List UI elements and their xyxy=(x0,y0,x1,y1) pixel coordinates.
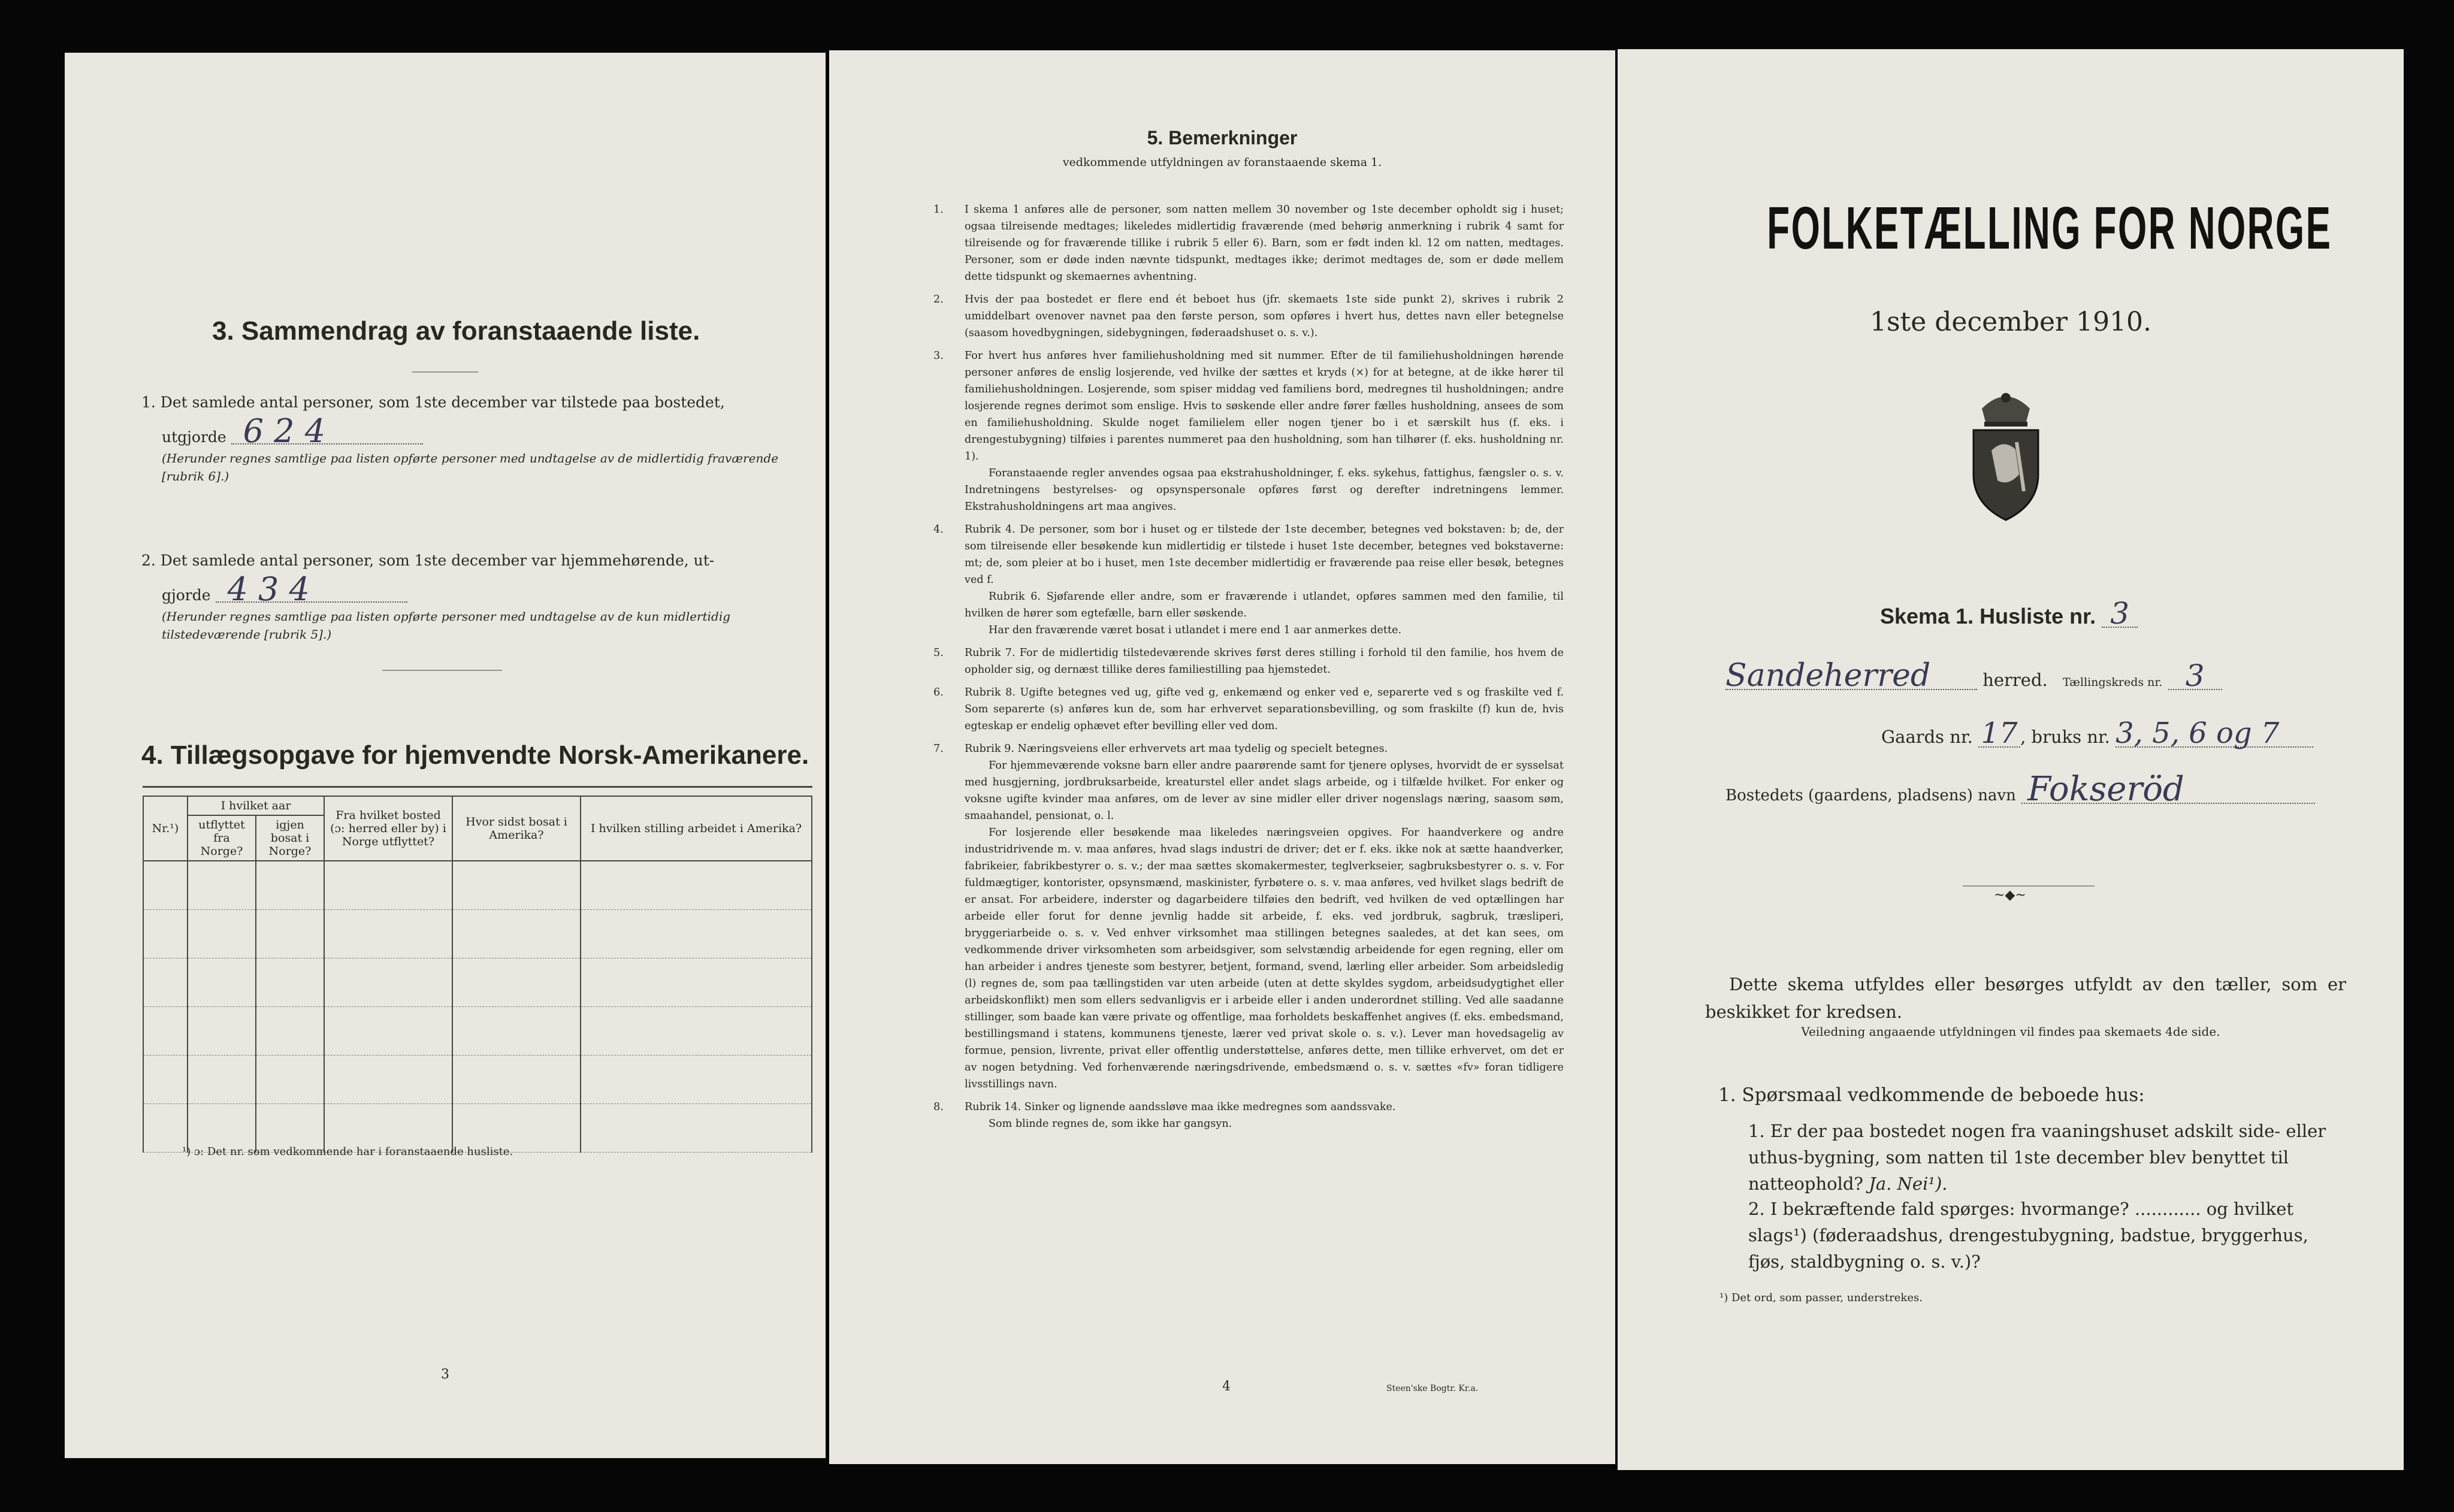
page-left xyxy=(65,53,826,1458)
col-utflyttet: utflyttet fra Norge? xyxy=(188,815,256,861)
bruks-label: , bruks nr. xyxy=(2020,727,2110,747)
item1-text: 1. Det samlede antal personer, som 1ste december var tilstede paa bostedet, xyxy=(141,394,725,411)
remarks-list xyxy=(929,201,1564,1138)
norsk-amerikanere-table xyxy=(143,796,812,1153)
remark-number: 7. xyxy=(933,743,944,755)
skema-label: Skema 1. Husliste nr. xyxy=(1880,604,2096,628)
section4-title: 4. Tillægsopgave for hjemvendte Norsk-Amerikanere. xyxy=(141,740,809,770)
husliste-nr-handwritten: 3 xyxy=(2102,600,2138,628)
bosted-handwritten: Fokseröd xyxy=(2021,776,2315,804)
item1-note: (Herunder regnes samtlige paa listen opførte personer med undtagelse av de midlertidig fraværende [rubrik 6].) xyxy=(162,451,779,483)
section4-footnote: ¹) ɔ: Det nr. som vedkommende har i foranstaaende husliste. xyxy=(182,1145,513,1158)
item1-label: utgjorde xyxy=(162,428,226,446)
question-1-answer: Ja. Nei¹). xyxy=(1869,1174,1948,1194)
remark-extra: Rubrik 6. Sjøfarende eller andre, som er fraværende i utlandet, opføres sammen med den familie, til hvilken de hører som egtefælle, barn eller søskende. xyxy=(965,591,1564,619)
remark-text: Rubrik 9. Næringsveiens eller erhvervets art maa tydelig og specielt betegnes. xyxy=(965,743,1388,755)
remark-item xyxy=(929,740,1564,1093)
page-right xyxy=(1618,49,2404,1470)
col-stilling-amerika: I hvilken stilling arbeidet i Amerika? xyxy=(581,796,812,861)
remark-text: Rubrik 7. For de midlertidig tilstedeværende skrives først deres stilling i forhold til den familie, hos hvem de opholder sig, og dernæst tillike deres familiestilling paa hjemstedet. xyxy=(965,647,1564,676)
skema-line xyxy=(1880,596,2138,631)
remark-number: 6. xyxy=(933,687,944,698)
right-footnote: ¹) Det ord, som passer, understrekes. xyxy=(1719,1292,1923,1304)
herred-handwritten: Sandeherred xyxy=(1725,663,1977,690)
summary-item-1 xyxy=(141,391,812,485)
item2-note: (Herunder regnes samtlige paa listen opførte personer med undtagelse av de kun midlertidig tilstedeværende [rubrik 5].) xyxy=(162,609,731,642)
remark-text: Rubrik 8. Ugifte betegnes ved ug, gifte ved g, enkemænd og enker ved e, separerte ved s og fraskilte ved f. Som separerte (s) anføres kun de, som har erhvervet separationsbevilling, og som fraskilte (f) kun de, hvis egteskap er endelig ophævet efter bevilling eller ved dom. xyxy=(965,687,1564,732)
questions-head: 1. Spørsmaal vedkommende de beboede hus: xyxy=(1718,1084,2145,1106)
gaards-line xyxy=(1881,716,2361,750)
remark-number: 2. xyxy=(933,294,944,306)
herred-line xyxy=(1725,658,2361,695)
coat-of-arms-icon xyxy=(1964,385,2048,522)
col-nr: Nr.¹) xyxy=(143,796,188,861)
page-number-left: 3 xyxy=(441,1367,449,1382)
remark-number: 5. xyxy=(933,647,944,659)
gaards-label: Gaards nr. xyxy=(1881,727,1973,747)
remark-item xyxy=(929,347,1564,515)
remark-text: For hvert hus anføres hver familiehusholdning med sit nummer. Efter de til familiehusholdningen hørende personer anføres de enslig losjerende, ved hvilke der sættes et kryds (×) for at betegne, at de ikke hører til familiehusholdningen. Losjerende, som spiser middag ved familiens bord, medregnes til husholdningen; andre losjerende regnes derimot som enslige. Hvis to søskende eller andre fører fælles husholdning, ansees de som en familiehusholdning. Skulde noget familielem eller nogen tjener bo i et særskilt hus (f. eks. i drengestubygning) tilføies i parentes nummeret paa den husholdning, som han tilhører (f. eks. husholdning nr. 1). xyxy=(965,350,1564,462)
herred-label: herred. xyxy=(1982,670,2048,690)
remarks-title: 5. Bemerkninger xyxy=(1147,127,1298,149)
question-1 xyxy=(1748,1118,2347,1197)
census-title-wrap xyxy=(1618,194,2404,263)
remark-extra: For hjemmeværende voksne barn eller andre paarørende samt for tjenere oplyses, hvorvidt de er sysselsat med husgjerning, jordbruksarbeide, kreaturstel eller andet slags arbeide, og i tilfælde hvilket. For enker og voksne ugifte kvinder maa anføres, om de lever av sine midler eller driver nogenslags næring, saasom søm, smaahandel, pensionat, o. l. xyxy=(965,760,1564,822)
remark-item xyxy=(929,291,1564,341)
remark-number: 4. xyxy=(933,524,944,536)
page-number-middle: 4 xyxy=(1222,1379,1231,1394)
item2-text: 2. Det samlede antal personer, som 1ste december var hjemmehørende, ut- xyxy=(141,552,715,569)
remark-extra: Som blinde regnes de, som ikke har gangsyn. xyxy=(989,1118,1232,1130)
col-bosted-norge: Fra hvilket bosted (ɔ: herred eller by) i Norge utflyttet? xyxy=(324,796,452,861)
remark-item xyxy=(929,684,1564,734)
remarks-subtitle: vedkommende utfyldningen av foranstaaende skema 1. xyxy=(1062,156,1382,169)
remark-extra2: Har den fraværende været bosat i utlandet i mere end 1 aar anmerkes dette. xyxy=(989,624,1402,636)
kreds-nr-handwritten: 3 xyxy=(2168,663,2222,690)
table-row xyxy=(143,958,812,1007)
bosted-line xyxy=(1725,770,2361,809)
table-row xyxy=(143,861,812,910)
intro-text: Dette skema utfyldes eller besørges utfyldt av den tæller, som er beskikket for kredsen. xyxy=(1705,974,2346,1022)
item2-label: gjorde xyxy=(162,586,211,604)
remark-extra: Foranstaaende regler anvendes ogsaa paa ekstrahusholdninger, f. eks. sykehus, fattighus, fængsler o. s. v. Indretningens bestyrelses- og opsynspersonale opføres først og derefter indretningens lemmer. Ekstrahusholdningens art maa angives. xyxy=(965,467,1564,513)
printer-mark: Steen'ske Bogtr. Kr.a. xyxy=(1386,1384,1479,1393)
item1-handwritten-value: 6 2 4 xyxy=(231,419,423,444)
remark-item xyxy=(929,1099,1564,1132)
bruks-nr-handwritten: 3, 5, 6 og 7 xyxy=(2115,720,2313,748)
col-igjen-bosat: igjen bosat i Norge? xyxy=(256,815,324,861)
section3-title: 3. Sammendrag av foranstaaende liste. xyxy=(212,316,700,346)
col-group-year: I hvilket aar xyxy=(188,796,324,815)
intro-small: Veiledning angaaende utfyldningen vil findes paa skemaets 4de side. xyxy=(1801,1024,2220,1039)
remark-text: Rubrik 4. De personer, som bor i huset og er tilstede der 1ste december, betegnes ved bokstaven: b; de, der som tilreisende eller besøkende kun midlertidig er tilstede i huset 1ste december, betegnes ved bokstaverne: mt; de, som pleier at bo i huset, men 1ste december midlertidig er fraværende paa reise eller besøk, betegnes ved f. xyxy=(965,524,1564,586)
gaards-nr-handwritten: 17 xyxy=(1978,720,2020,748)
summary-item-2 xyxy=(141,549,812,643)
question-1-text: 1. Er der paa bostedet nogen fra vaaningshuset adskilt side- eller uthus-bygning, som natten til 1ste december blev benyttet til natteophold? xyxy=(1748,1121,2326,1194)
remark-text: Hvis der paa bostedet er flere end ét beboet hus (jfr. skemaets 1ste side punkt 2), skrives i rubrik 2 umiddelbart ovenover navnet paa den første person, som opføres i hvert hus, dettes navn eller betegnelse (saasom hovedbygningen, sidebygningen, føderaadshuset o. s. v.). xyxy=(965,294,1564,339)
bosted-label: Bostedets (gaardens, pladsens) navn xyxy=(1725,787,2016,805)
remark-item xyxy=(929,645,1564,678)
remark-number: 8. xyxy=(933,1101,944,1113)
remark-item xyxy=(929,201,1564,285)
item2-handwritten-value: 4 3 4 xyxy=(216,577,407,603)
remark-extra2: For losjerende eller besøkende maa likeledes næringsveien opgives. For haandverkere og andre industridrivende m. v. maa anføres, hvad slags industri de driver; det er f. eks. ikke nok at sætte haandverker, fabrikeier, fabrikbestyrer o. s. v.; der maa sættes skomakermester, teglverkseier, sagbruksbestyrer o. s. v. For fuldmægtiger, kontorister, opsynsmænd, maskinister, fyrbøtere o. s. v. maa anføres, ved hvilket slags bedrift de er ansat. For arbeidere, inderster og dagarbeidere tilføies den bedrift, ved hvilken de ved optællingen har arbeide eller forut for denne jevnlig hadde sit arbeide, f. eks. ved jordbruk, sagbruk, træsliperi, bryggeriarbeide o. s. v. Ved enhver virksomhet maa stillingen betegnes saaledes, at det kan sees, om vedkommende driver virksomheten som arbeidsgiver, som selvstændig arbeidende for egen regning, eller om han arbeider i andres tjeneste som bestyrer, betjent, formand, svend, lærling eller arbeider. Som arbeidsledig (l) regnes de, som paa tællingstiden var uten arbeide (uten at dette skyldes sygdom, arbeidsudygtighet eller arbeidskonflikt) men som ellers sedvanligvis er i arbeide eller i anden underordnet stilling. Ved alle saadanne stillinger, som baade kan være private og offentlige, maa forholdets beskaffenhet angives (f. eks. embedsmand, bestillingsmand i statens, kommunens tjeneste, lærer ved privat skole o. s. v.). Lever man hovedsagelig av formue, pension, livrente, privat eller offentlig understøttelse, anføres dette, men tillike erhvervet, om det er av nogen betydning. Ved forhenværende næringsdrivende, embedsmænd o. s. v. sættes «fv» foran tidligere livsstillings navn. xyxy=(965,827,1564,1090)
remark-number: 3. xyxy=(933,350,944,362)
table-row xyxy=(143,910,812,958)
table-row xyxy=(143,1007,812,1056)
page-middle xyxy=(829,50,1615,1464)
kreds-label: Tællingskreds nr. xyxy=(2062,676,2163,689)
remark-item xyxy=(929,521,1564,639)
census-title: FOLKETÆLLING FOR NORGE xyxy=(1767,195,2332,262)
table-row xyxy=(143,1056,812,1104)
remark-text: Rubrik 14. Sinker og lignende aandssløve maa ikke medregnes som aandssvake. xyxy=(965,1101,1396,1113)
remark-number: 1. xyxy=(933,204,944,216)
ornament-icon: ~◆~ xyxy=(1994,888,2026,903)
question-2: 2. I bekræftende fald spørges: hvormange? ............ og hvilket slags¹) (føderaadshus, drengestubygning, badstue, bryggerhus, fjøs, staldbygning o. s. v.)? xyxy=(1748,1199,2308,1272)
col-bosat-amerika: Hvor sidst bosat i Amerika? xyxy=(452,796,581,861)
census-date: 1ste december 1910. xyxy=(1869,307,2152,337)
remark-text: I skema 1 anføres alle de personer, som natten mellem 30 november og 1ste december opholdt sig i huset; ogsaa tilreisende medtages; likeledes midlertidig fraværende (med behørig anmerkning i rubrik 4 samt for tilreisende og for fraværende tillike i rubrik 5 eller 6). Barn, som er født inden kl. 12 om natten, medtages. Personer, som er døde inden nævnte tidspunkt, medtages ikke; derimot medtages de, som er døde mellem dette tidspunkt og skemaernes avhentning. xyxy=(965,204,1564,283)
